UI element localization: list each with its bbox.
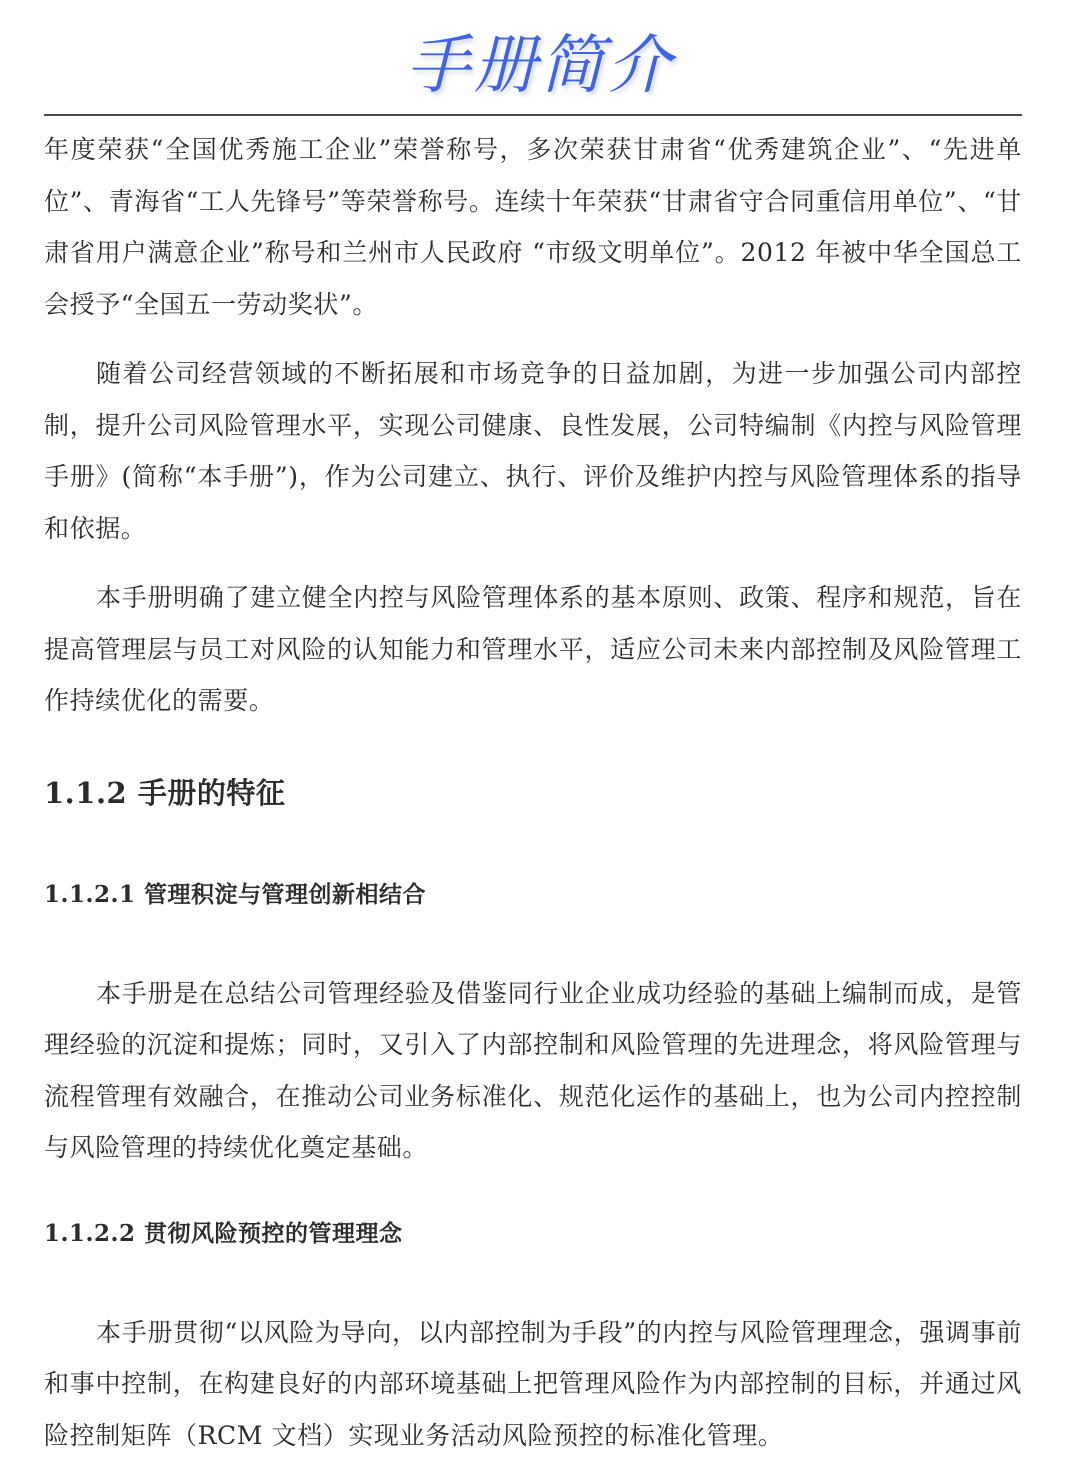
section-gap bbox=[44, 912, 1022, 968]
intro-paragraph-3: 本手册明确了建立健全内控与风险管理体系的基本原则、政策、程序和规范，旨在提高管理层与员工对风险的认知能力和管理水平，适应公司未来内部控制及风险管理工作持续优化的需要。 bbox=[44, 572, 1022, 727]
document-body bbox=[44, 124, 1022, 1461]
page-title: 手册简介 bbox=[0, 22, 1080, 110]
section-gap bbox=[44, 813, 1022, 878]
intro-paragraph-1: 年度荣获“全国优秀施工企业”荣誉称号，多次荣获甘肃省“优秀建筑企业”、“先进单位”、青海省“工人先锋号”等荣誉称号。连续十年荣获“甘肃省守合同重信用单位”、“甘肃省用户满意企业”称号和兰州市人民政府 “市级文明单位”。2012 年被中华全国总工会授予“全国五一劳动奖状”。 bbox=[44, 124, 1022, 330]
section-gap bbox=[44, 1251, 1022, 1307]
title-divider bbox=[44, 114, 1022, 116]
subsection-heading-1: 1.1.2.1 管理积淀与管理创新相结合 bbox=[44, 878, 1022, 912]
intro-paragraph-2: 随着公司经营领域的不断拓展和市场竞争的日益加剧，为进一步加强公司内部控制，提升公司风险管理水平，实现公司健康、良性发展，公司特编制《内控与风险管理手册》(简称“本手册”)，作为公司建立、执行、评价及维护内控与风险管理体系的指导和依据。 bbox=[44, 348, 1022, 554]
section-gap bbox=[44, 727, 1022, 773]
paragraph-gap bbox=[44, 554, 1022, 572]
paragraph-gap bbox=[44, 330, 1022, 348]
subsection-2-paragraph: 本手册贯彻“以风险为导向，以内部控制为手段”的内控与风险管理理念，强调事前和事中控制，在构建良好的内部环境基础上把管理风险作为内部控制的目标，并通过风险控制矩阵（RCM 文档）实现业务活动风险预控的标准化管理。 bbox=[44, 1307, 1022, 1461]
subsection-heading-2: 1.1.2.2 贯彻风险预控的管理理念 bbox=[44, 1217, 1022, 1251]
section-gap bbox=[44, 1174, 1022, 1217]
section-heading-features: 1.1.2 手册的特征 bbox=[44, 773, 1022, 813]
subsection-1-paragraph: 本手册是在总结公司管理经验及借鉴同行业企业成功经验的基础上编制而成，是管理经验的沉淀和提炼；同时，又引入了内部控制和风险管理的先进理念，将风险管理与流程管理有效融合，在推动公司业务标准化、规范化运作的基础上，也为公司内控控制与风险管理的持续优化奠定基础。 bbox=[44, 968, 1022, 1174]
